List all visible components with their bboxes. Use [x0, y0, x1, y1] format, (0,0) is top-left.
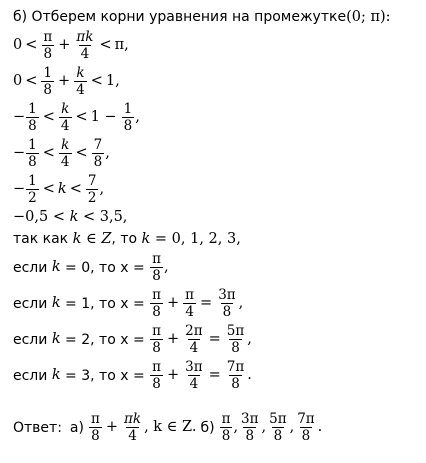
equals-sign: = [208, 331, 221, 348]
punctuation: , [105, 145, 110, 162]
punctuation: , [233, 419, 239, 436]
fraction: $\frac{\pi}{4}$ [185, 287, 195, 321]
case-text: если [13, 295, 52, 312]
case-text: = 0, то x = [60, 259, 150, 276]
fraction: $\frac{k}{4}$ [76, 65, 85, 99]
punctuation: , [164, 259, 169, 276]
relation: < [42, 145, 55, 162]
case-text: если [13, 367, 52, 384]
variable-k: k [72, 231, 82, 247]
punctuation: , [135, 109, 140, 126]
step-lhs: 0 [13, 73, 23, 90]
variable-k: k [51, 331, 61, 348]
variable-k: k [69, 209, 79, 225]
fraction: $\frac{7\pi}{8}$ [226, 359, 245, 393]
fraction: $\frac{3\pi}{8}$ [241, 411, 259, 445]
since-line [13, 232, 241, 247]
punctuation: . [247, 367, 252, 384]
relation: < [42, 181, 55, 198]
plus-sign: + [167, 331, 180, 348]
inequality-step-3 [13, 102, 140, 133]
relation: < [25, 73, 38, 90]
inequality-step-2 [13, 66, 120, 97]
fraction: $\frac{7}{8}$ [93, 137, 103, 171]
inequality-step-1 [13, 30, 129, 61]
variable-k: k [51, 295, 61, 312]
case-k-0 [13, 252, 169, 283]
plus-sign: + [105, 419, 118, 436]
minus-sign: − [13, 109, 26, 126]
case-k-2 [13, 324, 252, 355]
punctuation: , [99, 181, 105, 198]
plus-sign: + [167, 295, 180, 312]
fraction: $\frac{7\pi}{8}$ [297, 411, 315, 445]
relation: < [90, 73, 103, 90]
case-text: = 3, то x = [60, 367, 150, 384]
inequality-step-5 [13, 174, 104, 205]
step-rhs: 1, [105, 73, 120, 90]
element-of: ∈ [81, 231, 102, 247]
fraction: $\frac{k}{4}$ [60, 101, 70, 135]
fraction: $\frac{5\pi}{8}$ [269, 411, 287, 445]
relation: < [75, 145, 88, 162]
fraction: $\frac{1}{8}$ [28, 101, 37, 135]
punctuation: , [238, 295, 244, 312]
plus-sign: + [57, 73, 71, 90]
case-text: = 1, то x = [60, 295, 150, 312]
fraction: $\frac{\pi}{8}$ [221, 411, 231, 445]
relation: < [25, 37, 38, 54]
fraction: $\frac{\pi}{8}$ [43, 29, 53, 63]
case-text: = 2, то x = [60, 331, 150, 348]
fraction: $\frac{1}{8}$ [123, 101, 133, 135]
punctuation: , [247, 331, 252, 348]
relation: < [75, 109, 88, 126]
step-rhs-part: 1 − [90, 109, 117, 126]
case-k-1 [13, 288, 243, 319]
variable-k: k [51, 367, 61, 384]
relation: < [69, 181, 82, 198]
answer-part-a-label: а) [69, 419, 84, 436]
minus-sign: − [13, 145, 26, 162]
variable-k: k [141, 231, 151, 247]
step-lhs: 0 [13, 37, 23, 54]
punctuation: , [289, 419, 295, 436]
fraction: $\frac{3\pi}{4}$ [185, 359, 203, 393]
fraction: $\frac{k}{4}$ [60, 137, 70, 171]
fraction: $\frac{2\pi}{4}$ [185, 323, 203, 357]
case-text: если [13, 331, 52, 348]
punctuation: . [317, 419, 323, 436]
set-z: Z [101, 231, 112, 247]
case-k-3 [13, 360, 252, 391]
inequality-step-6 [13, 210, 127, 225]
heading-interval: (0; π): [346, 9, 391, 25]
fraction: $\frac{\pi k}{4}$ [124, 411, 142, 445]
since-text: , то [111, 231, 142, 248]
equals-sign: = [208, 367, 221, 384]
plus-sign: + [58, 37, 71, 54]
answer-line [13, 412, 322, 443]
step-rhs: π, [114, 37, 129, 54]
equals-sign: = [200, 295, 213, 312]
fraction: $\frac{1}{2}$ [28, 173, 37, 207]
answer-set-note: , k ∈ Z. [144, 419, 197, 436]
inequality-step-4 [13, 138, 110, 169]
variable-k: k [57, 181, 67, 198]
fraction: $\frac{5\pi}{8}$ [226, 323, 245, 357]
case-text: если [13, 259, 52, 276]
punctuation: , [261, 419, 267, 436]
fraction: $\frac{3\pi}{8}$ [218, 287, 236, 321]
fraction: $\frac{\pi}{8}$ [152, 287, 162, 321]
plus-sign: + [167, 367, 180, 384]
fraction: $\frac{\pi k}{4}$ [76, 29, 94, 63]
fraction: $\frac{\pi}{8}$ [90, 411, 100, 445]
fraction: $\frac{1}{8}$ [28, 137, 37, 171]
fraction: $\frac{1}{8}$ [43, 65, 52, 99]
heading-text: б) Отберем корни уравнения на промежутке [13, 9, 347, 26]
answer-part-b-label: б) [200, 419, 215, 436]
fraction: $\frac{\pi}{8}$ [152, 359, 162, 393]
step-text: < 3,5, [78, 209, 128, 225]
heading-line [13, 10, 391, 25]
k-values: = 0, 1, 2, 3, [150, 231, 241, 247]
since-text: так как [13, 231, 73, 248]
answer-label: Ответ: [13, 419, 62, 436]
relation: < [42, 109, 55, 126]
fraction: $\frac{\pi}{8}$ [152, 251, 162, 285]
fraction: $\frac{\pi}{8}$ [152, 323, 162, 357]
variable-k: k [51, 259, 61, 276]
relation: < [99, 37, 112, 54]
minus-sign: − [13, 181, 26, 198]
step-text: −0,5 < [13, 209, 70, 225]
fraction: $\frac{7}{2}$ [87, 173, 97, 207]
